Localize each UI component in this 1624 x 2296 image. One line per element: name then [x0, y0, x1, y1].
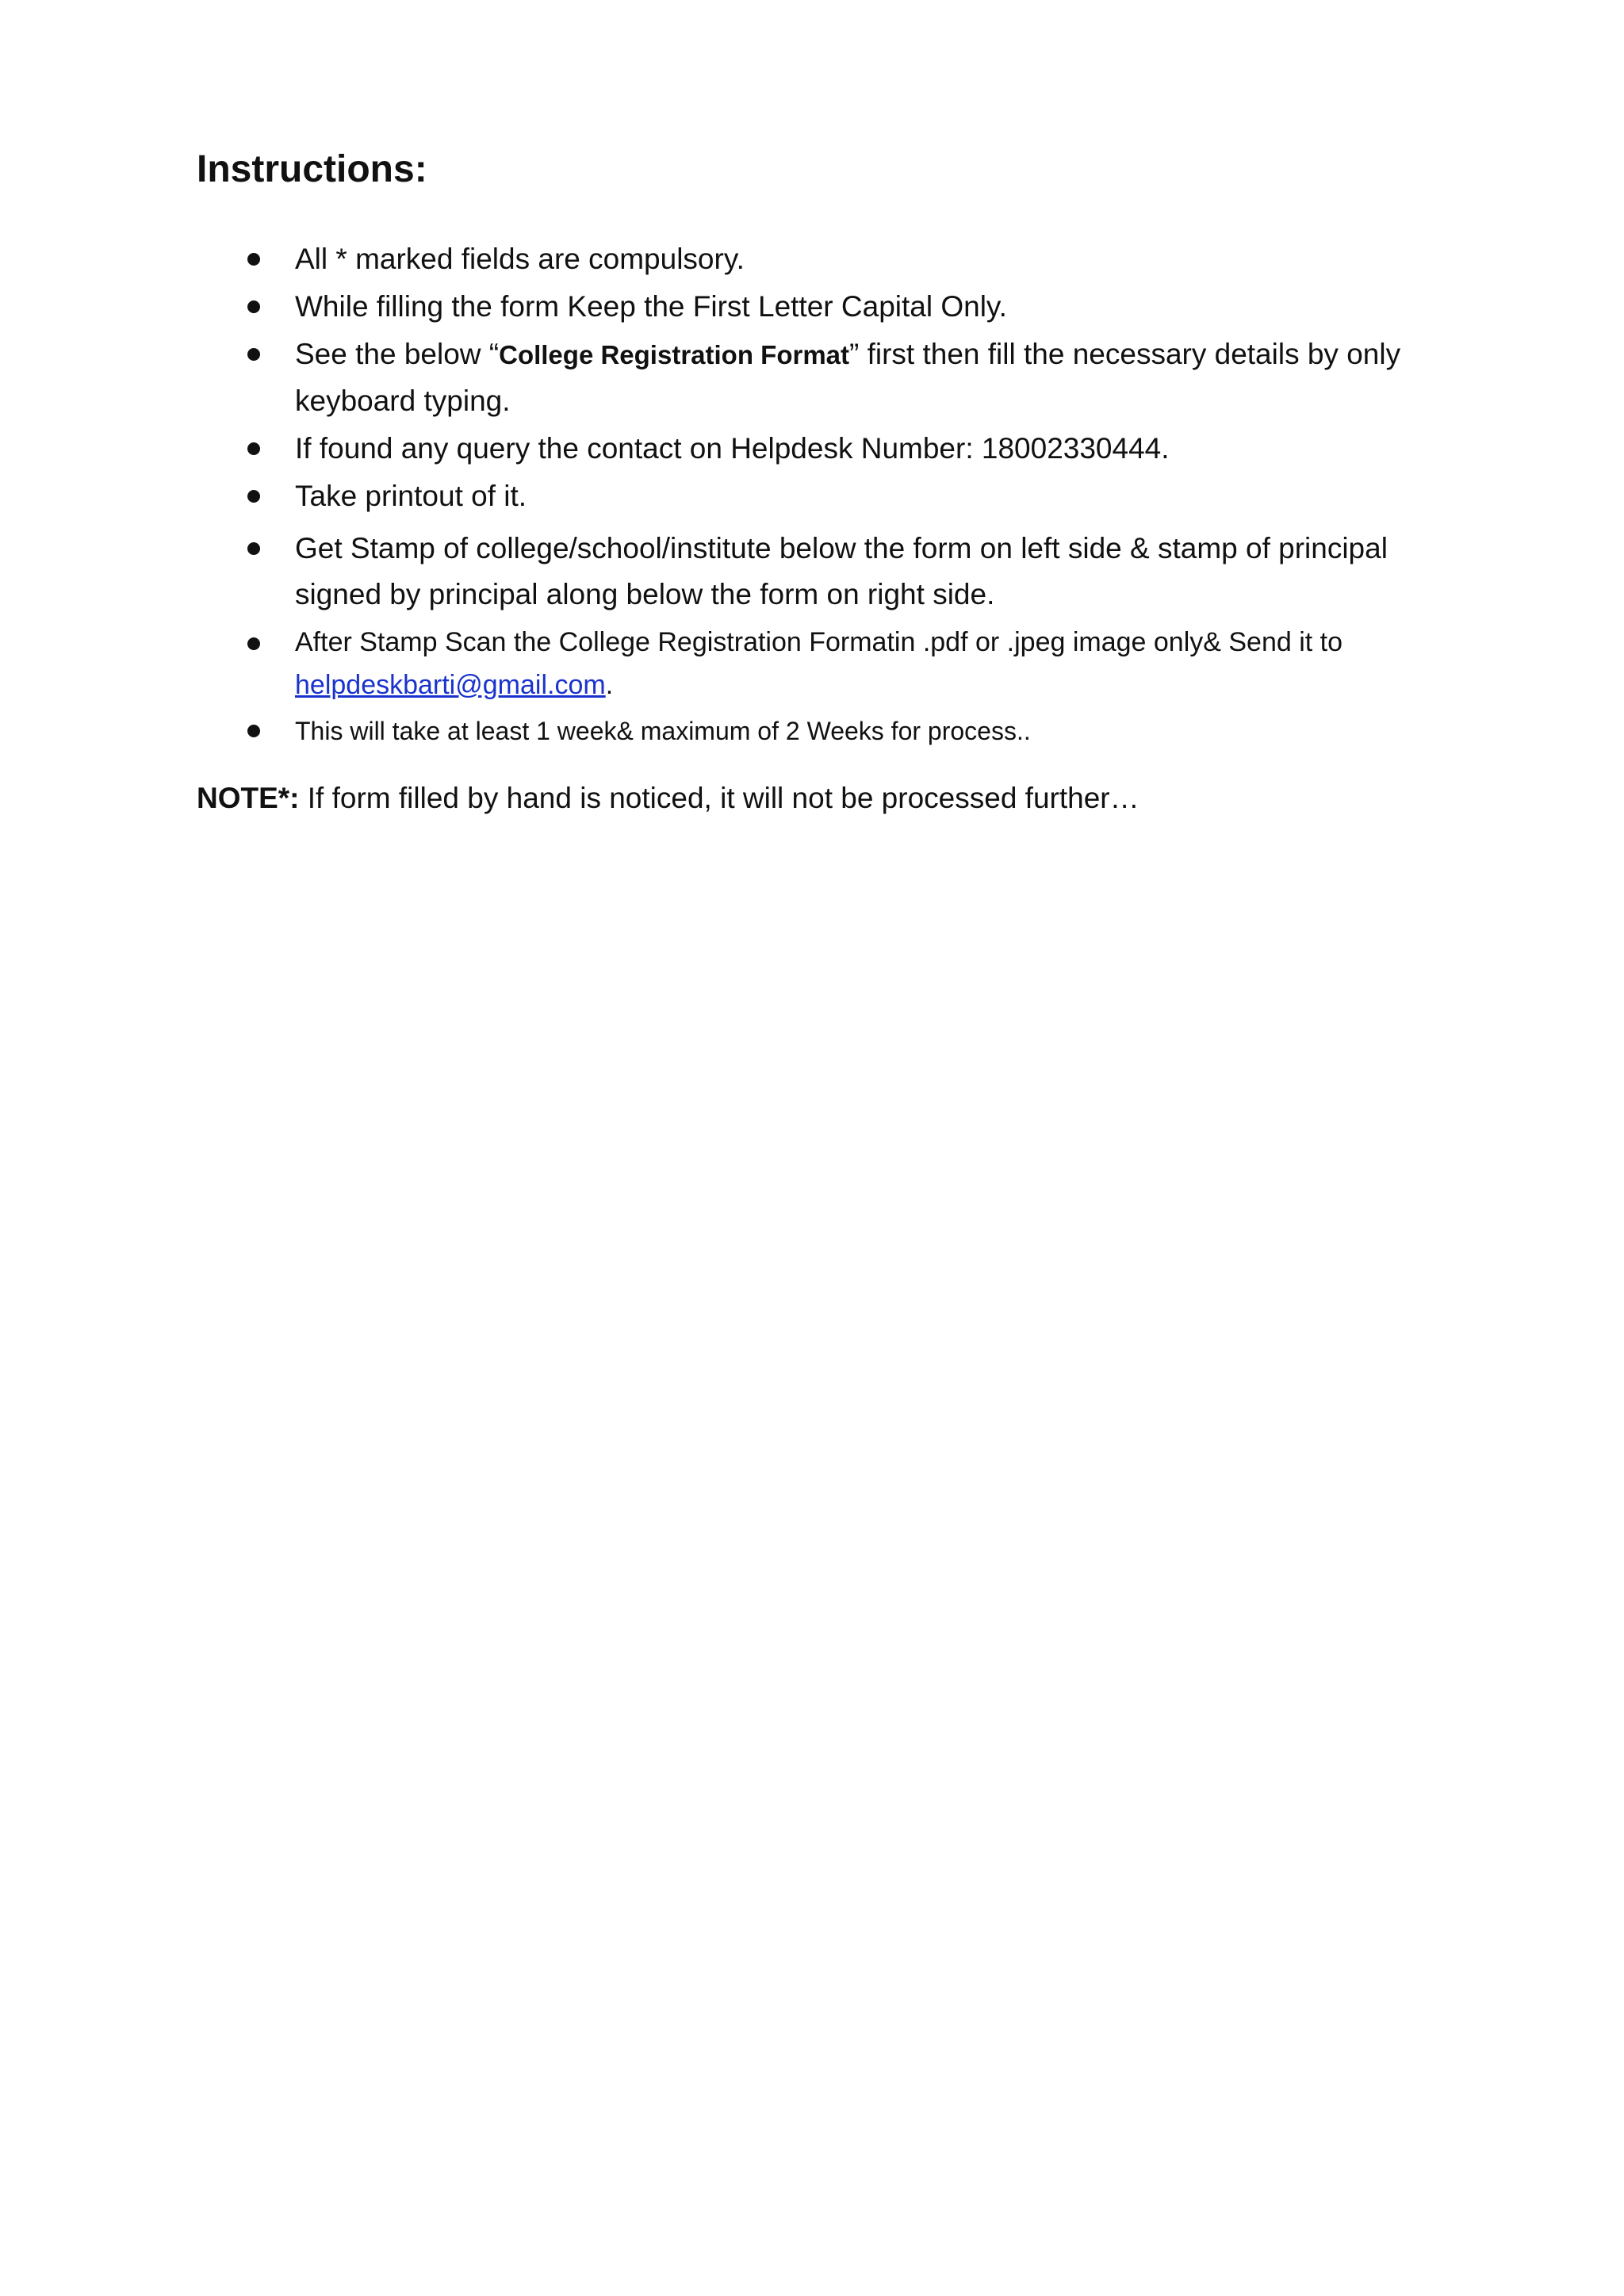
- helpdesk-email-link[interactable]: helpdeskbarti@gmail.com: [295, 670, 606, 700]
- list-item: [197, 331, 1434, 424]
- item-text-suffix: ” first then fill the necessary details by only keyboard typing.: [295, 338, 1401, 417]
- note: [197, 775, 1139, 821]
- list-item: [197, 526, 1434, 618]
- bullet-icon: [247, 637, 260, 650]
- note-label: NOTE*:: [197, 782, 300, 814]
- bullet-icon: [247, 300, 260, 313]
- bullet-icon: [247, 253, 260, 266]
- bullet-icon: [247, 442, 260, 455]
- item-text-prefix: See the below “: [295, 338, 500, 370]
- item-text-suffix: .: [605, 670, 614, 700]
- list-item: [197, 426, 1434, 472]
- item-text: All * marked fields are compulsory.: [295, 243, 745, 275]
- bullet-icon: [247, 348, 260, 361]
- item-text: This will take at least 1 week& maximum of 2 Weeks for process..: [295, 717, 1031, 745]
- item-text: Take printout of it.: [295, 480, 527, 512]
- bullet-icon: [247, 490, 260, 503]
- list-item: [197, 284, 1434, 330]
- item-text: If found any query the contact on Helpdesk Number: 18002330444.: [295, 432, 1170, 465]
- list-item: [197, 621, 1434, 706]
- item-text: Get Stamp of college/school/institute below the form on left side & stamp of principal signed by principal along below the form on right side.: [295, 532, 1388, 610]
- page-title: Instructions:: [197, 148, 427, 190]
- instructions-list: [197, 236, 1434, 756]
- bullet-icon: [247, 725, 260, 737]
- list-item: [197, 236, 1434, 282]
- list-item: [197, 473, 1434, 519]
- list-item: [197, 708, 1434, 754]
- item-text-prefix: After Stamp Scan the: [295, 627, 559, 657]
- note-text: If form filled by hand is noticed, it will not be processed further…: [299, 782, 1139, 814]
- bullet-icon: [247, 542, 260, 555]
- item-text-middle: College Registration Formatin .pdf or .jpeg image only& Send it to: [558, 627, 1343, 657]
- item-text: While filling the form Keep the First Letter Capital Only.: [295, 290, 1007, 323]
- format-name: College Registration Format: [499, 340, 849, 369]
